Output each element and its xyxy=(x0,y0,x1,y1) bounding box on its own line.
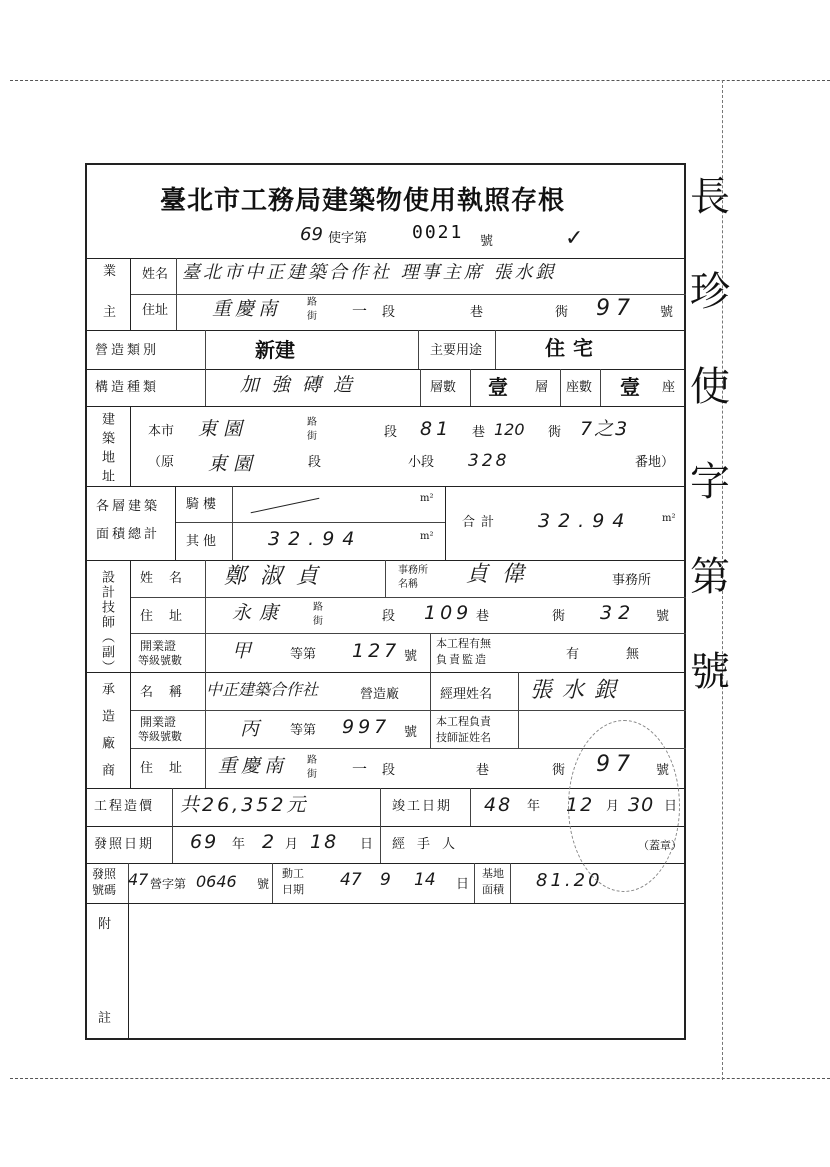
grid-line xyxy=(495,330,496,369)
designer-lane: 巷 xyxy=(476,609,490,624)
site-orig-prefix: （原 xyxy=(148,455,175,470)
complete-day: 30 xyxy=(628,794,655,816)
grid-line xyxy=(85,330,686,331)
complete-yue: 月 xyxy=(606,799,620,814)
site-lane: 巷 xyxy=(472,425,486,440)
tech-label-2: 技師証姓名 xyxy=(436,731,491,744)
permit-label-suffix: 號 xyxy=(480,234,494,249)
contractor-address-label: 住址 xyxy=(140,761,199,776)
designer-section: 設計技師（副） xyxy=(99,570,114,675)
scan-edge-top xyxy=(10,80,830,81)
grid-line xyxy=(272,863,273,903)
issue-month: 2 xyxy=(262,831,275,853)
issue-ri: 日 xyxy=(360,837,374,852)
owner-address-label: 住址 xyxy=(142,303,169,318)
grid-line xyxy=(600,369,601,406)
complete-nian: 年 xyxy=(527,799,541,814)
total-label: 合計 xyxy=(462,515,501,530)
owner-lane: 巷 xyxy=(470,305,484,320)
owner-name-value: 臺北市中正建築合作社 理事主席 張水銀 xyxy=(182,262,557,283)
contractor-license-mid: 等第 xyxy=(290,723,317,738)
designer-license-label-1: 開業證 xyxy=(140,639,177,653)
site-road-label: 路 xyxy=(307,417,317,428)
owner-section-char: 主 xyxy=(103,305,117,320)
designer-lane-value: 109 xyxy=(424,602,473,624)
site-road-value: 東園 xyxy=(198,418,249,440)
issue-yue: 月 xyxy=(285,837,299,852)
site-jie-value: 7之3 xyxy=(580,418,630,440)
grid-line xyxy=(176,258,177,330)
area-label-2: 面積總計 xyxy=(96,527,161,542)
grid-line xyxy=(518,710,519,748)
base-label-2: 面積 xyxy=(482,883,504,896)
contractor-hao: 號 xyxy=(656,763,670,778)
designer-road-label: 路 xyxy=(313,602,323,613)
owner-jie: 衖 xyxy=(555,305,569,320)
contractor-name-label: 名稱 xyxy=(140,685,199,700)
complete-year: 48 xyxy=(484,794,513,816)
floors-value: 壹 xyxy=(488,375,508,399)
scan-edge-bottom xyxy=(10,1078,830,1079)
grid-line xyxy=(470,788,471,826)
permit-no-prefix: 47 xyxy=(128,870,149,889)
margin-char: 字 xyxy=(690,459,730,505)
contractor-license-grade: 丙 xyxy=(240,718,260,740)
owner-section-no: 一 xyxy=(352,302,368,320)
designer-address-label: 住址 xyxy=(140,609,199,624)
grid-line xyxy=(430,672,431,710)
designer-hao: 號 xyxy=(656,609,670,624)
grid-line xyxy=(175,486,176,560)
total-unit: m² xyxy=(662,513,676,524)
permit-label-prefix: 使字第 xyxy=(328,231,368,246)
site-duan-value: 81 xyxy=(420,418,453,440)
owner-road-label: 路 xyxy=(307,297,317,308)
designer-address-value: 永康 xyxy=(232,602,287,624)
arcade-label: 騎樓 xyxy=(186,497,221,512)
grid-line xyxy=(85,903,686,904)
area-label-1: 各層建築 xyxy=(96,499,161,514)
floor-unit: 層 xyxy=(535,380,549,395)
designer-license-label-2: 等級號數 xyxy=(138,654,182,667)
grid-line xyxy=(474,863,475,903)
other-label: 其他 xyxy=(186,534,221,549)
faint-seal-stamp xyxy=(568,720,680,892)
start-ri: 日 xyxy=(456,877,470,892)
grid-line xyxy=(85,369,686,370)
designer-name-value: 鄭淑貞 xyxy=(224,564,333,589)
grid-line xyxy=(518,672,519,710)
other-value: 32.94 xyxy=(268,528,363,550)
contractor-manager-label: 經理姓名 xyxy=(440,687,493,702)
grid-line xyxy=(130,560,131,788)
base-value: 81.20 xyxy=(536,870,603,891)
margin-char: 使 xyxy=(690,364,730,410)
contractor-section-no: 一 xyxy=(352,760,368,778)
grid-line xyxy=(85,406,686,407)
site-street-label: 街 xyxy=(307,431,317,442)
grid-line xyxy=(205,560,206,788)
owner-section-char: 業 xyxy=(103,264,117,279)
tech-label-1: 本工程負責 xyxy=(436,715,491,728)
structure-value: 加強磚造 xyxy=(240,374,365,396)
base-label-1: 基地 xyxy=(482,867,504,880)
grid-line xyxy=(385,560,386,597)
site-orig-value: 東園 xyxy=(208,453,259,475)
owner-address-value: 重慶南 xyxy=(212,298,282,320)
type-value: 新建 xyxy=(255,338,295,362)
type-label: 營造類別 xyxy=(95,343,160,358)
site-lot-label: 番地） xyxy=(635,455,675,470)
office-label-1: 事務所 xyxy=(398,565,428,576)
margin-char: 號 xyxy=(690,649,730,695)
margin-text xyxy=(690,150,730,720)
start-day: 14 xyxy=(414,870,436,890)
margin-char: 長 xyxy=(690,174,730,220)
contractor-address-value: 重慶南 xyxy=(218,755,288,777)
handler-label: 經手人 xyxy=(392,837,468,852)
grid-line xyxy=(130,406,131,486)
site-label: 建築地址 xyxy=(99,412,114,488)
contractor-number: 97 xyxy=(596,752,636,777)
total-value: 32.94 xyxy=(538,510,633,532)
office-label-2: 名稱 xyxy=(398,579,418,590)
building-unit: 座 xyxy=(662,380,676,395)
site-lane-value: 120 xyxy=(494,420,525,439)
contractor-license-label-2: 等級號數 xyxy=(138,730,182,743)
grid-line xyxy=(128,903,129,1040)
designer-jie: 衖 xyxy=(552,609,566,624)
form-title: 臺北市工務局建築物使用執照存根 xyxy=(160,186,566,216)
grid-line xyxy=(130,258,131,330)
designer-duan: 段 xyxy=(382,609,396,624)
owner-street-label: 街 xyxy=(307,311,317,322)
start-year: 47 xyxy=(340,870,362,890)
office-suffix: 事務所 xyxy=(612,573,652,588)
permit-no-label-mid: 營字第 xyxy=(150,877,187,891)
grid-line xyxy=(130,633,686,634)
start-label-1: 動工 xyxy=(282,867,304,880)
grid-line xyxy=(510,863,511,903)
grid-line xyxy=(232,486,233,560)
contractor-street-label: 街 xyxy=(307,769,317,780)
remarks-label-top: 附 xyxy=(98,917,112,932)
grid-line xyxy=(175,522,445,523)
contractor-lane: 巷 xyxy=(476,763,490,778)
contractor-license-hao: 號 xyxy=(404,725,418,740)
issue-year: 69 xyxy=(190,831,219,853)
contractor-jie: 衖 xyxy=(552,763,566,778)
structure-label: 構造種類 xyxy=(95,380,160,395)
grid-line xyxy=(430,710,431,748)
arcade-unit: m² xyxy=(420,493,434,504)
owner-duan: 段 xyxy=(382,305,396,320)
cost-label: 工程造價 xyxy=(94,799,155,814)
grid-line xyxy=(130,597,686,598)
designer-name-label: 姓名 xyxy=(140,571,199,586)
site-duan: 段 xyxy=(384,425,398,440)
issue-day: 18 xyxy=(310,831,339,853)
issue-nian: 年 xyxy=(232,837,246,852)
site-small-section: 小段 xyxy=(408,455,435,470)
owner-name-label: 姓名 xyxy=(142,267,169,282)
floors-label: 層數 xyxy=(430,380,457,395)
grid-line xyxy=(445,486,446,560)
grid-line xyxy=(418,330,419,369)
designer-street-label: 街 xyxy=(313,616,323,627)
supervise-label-2: 負責監造 xyxy=(436,653,488,666)
remarks-label-bottom: 註 xyxy=(98,1011,112,1026)
supervise-yes: 有 xyxy=(566,647,580,662)
grid-line xyxy=(470,369,471,406)
designer-license-hao: 號 xyxy=(404,649,418,664)
grid-line xyxy=(130,710,686,711)
grid-line xyxy=(420,369,421,406)
site-orig-duan: 段 xyxy=(308,455,322,470)
permit-no-label-1: 發照 xyxy=(92,867,117,881)
issue-label: 發照日期 xyxy=(94,837,155,852)
contractor-road-label: 路 xyxy=(307,755,317,766)
permit-number: 0021 xyxy=(412,222,464,243)
permit-no-label-2: 號碼 xyxy=(92,883,117,897)
site-jie: 衖 xyxy=(548,425,562,440)
margin-char: 第 xyxy=(690,554,730,600)
designer-license-no: 127 xyxy=(352,640,401,662)
grid-line xyxy=(380,788,381,826)
permit-no-hao: 號 xyxy=(257,877,270,891)
contractor-section: 承造廠商 xyxy=(99,682,114,790)
grid-line xyxy=(380,826,381,863)
grid-line xyxy=(172,788,173,826)
buildings-value: 壹 xyxy=(620,375,640,399)
grid-line xyxy=(172,826,173,863)
complete-label: 竣工日期 xyxy=(392,799,453,814)
complete-ri: 日 xyxy=(664,799,678,814)
buildings-label: 座數 xyxy=(566,380,593,395)
other-unit: m² xyxy=(420,531,434,542)
complete-month: 12 xyxy=(566,794,595,816)
owner-number: 97 xyxy=(596,296,636,321)
start-month: 9 xyxy=(380,870,391,890)
permit-no-value: 0646 xyxy=(196,872,237,891)
contractor-license-no: 997 xyxy=(342,716,391,738)
cost-value: 共26,352元 xyxy=(180,794,309,816)
designer-license-mid: 等第 xyxy=(290,647,317,662)
check-mark: ✓ xyxy=(565,226,584,251)
grid-line xyxy=(130,294,686,295)
grid-line xyxy=(560,369,561,406)
supervise-label-1: 本工程有無 xyxy=(436,637,491,650)
grid-line xyxy=(205,330,206,406)
office-value: 貞偉 xyxy=(466,562,539,587)
grid-line xyxy=(430,633,431,672)
owner-hao: 號 xyxy=(660,305,674,320)
contractor-duan: 段 xyxy=(382,763,396,778)
contractor-manager-value: 張水銀 xyxy=(530,678,627,703)
seal-label: （蓋章） xyxy=(638,839,682,852)
site-lot-value: 328 xyxy=(468,451,510,471)
contractor-name-value: 中正建築合作社 xyxy=(206,680,319,699)
use-label: 主要用途 xyxy=(430,343,483,358)
designer-license-grade: 甲 xyxy=(232,640,252,662)
site-city: 本市 xyxy=(148,424,175,439)
start-label-2: 日期 xyxy=(282,883,304,896)
contractor-factory-label: 營造廠 xyxy=(360,687,400,702)
designer-number: 32 xyxy=(600,602,637,624)
supervise-no: 無 xyxy=(626,647,640,662)
grid-line xyxy=(85,672,686,673)
use-value: 住宅 xyxy=(545,336,601,360)
margin-char: 珍 xyxy=(690,269,730,315)
contractor-license-label-1: 開業證 xyxy=(140,715,177,729)
permit-year: 69 xyxy=(300,224,323,245)
